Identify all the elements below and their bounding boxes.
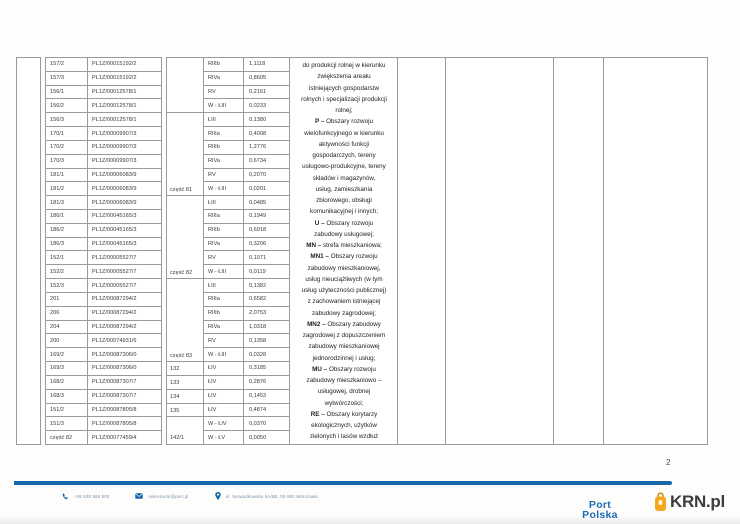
soil-class-cell: RIIIb <box>204 58 244 72</box>
area-cell: 0,1382 <box>244 279 290 293</box>
register-cell: PL1Z/00015192/2 <box>88 72 161 86</box>
description-line: MN2 – Obszary zabudowy <box>307 320 381 328</box>
czesc-cell: 135 <box>167 404 204 418</box>
description-line: U – Obszary rozwoju <box>314 219 374 227</box>
area-cell: 0,2161 <box>244 86 290 100</box>
footer-divider-line <box>14 481 672 485</box>
soil-class-cell: W - ŁIII <box>204 265 244 279</box>
description-line: usług, zamieszkania <box>315 185 373 193</box>
area-cell: 1,0318 <box>244 321 290 335</box>
area-cell: 0,0201 <box>244 182 290 196</box>
area-cell: 0,3206 <box>244 238 290 252</box>
description-line: istniejących gospodarstw <box>308 84 379 92</box>
parcel-cell: 151/3 <box>46 417 88 431</box>
czesc-cell: 134 <box>167 390 204 404</box>
parcel-cell: 170/2 <box>46 141 88 155</box>
register-cell: PL1Z/00087306/0 <box>88 348 161 362</box>
soil-class-cell: ŁIII <box>204 279 244 293</box>
krn-watermark <box>653 492 725 512</box>
description-line: usługowo-produkcyjne, tereny <box>302 163 386 171</box>
czesc-cell: 133 <box>167 376 204 390</box>
parcel-cell: 181/2 <box>46 182 88 196</box>
czesc-cell <box>167 58 204 113</box>
soil-class-cell: W - ŁV <box>204 431 244 445</box>
soil-class-cell: ŁIV <box>204 404 244 418</box>
area-cell: 0,0233 <box>244 99 290 113</box>
parcel-cell: 186/2 <box>46 224 88 238</box>
soil-class-cell: RIIIb <box>204 224 244 238</box>
description-line: MN – strefa mieszkaniowa; <box>306 242 382 249</box>
parcel-cell: 152/1 <box>46 251 88 265</box>
parcel-cell: 200 <box>46 334 88 348</box>
soil-class-cell: RIVa <box>204 238 244 252</box>
register-cell: PL1Z/00087805/8 <box>88 417 161 431</box>
soil-class-cell: RIVa <box>204 321 244 335</box>
register-cell: PL1Z/00005527/7 <box>88 251 161 265</box>
description-line: rolnych i specjalizacji produkcji <box>301 95 387 103</box>
parcel-cell: 169/3 <box>46 362 88 376</box>
register-cell: PL1Z/00087294/2 <box>88 293 161 307</box>
description-line: jednorodzinnej i usług; <box>312 354 376 362</box>
description-line: zagrodowej z dopuszczeniem <box>302 332 386 339</box>
soil-class-cell: RV <box>204 169 244 183</box>
description-line: usługowej, drobnej <box>317 388 371 396</box>
soil-class-cell: RIVa <box>204 72 244 86</box>
area-cell: 0,1380 <box>244 113 290 127</box>
area-cell: 0,0328 <box>244 348 290 362</box>
parcel-cell: 186/1 <box>46 210 88 224</box>
description-line: do produkcji rolnej w kierunku <box>302 62 386 69</box>
register-cell: PL1Z/00087307/7 <box>88 376 161 390</box>
soil-class-cell: RV <box>204 251 244 265</box>
soil-class-cell: ŁIV <box>204 390 244 404</box>
description-line: MU – Obszary rozwoju <box>312 365 376 373</box>
soil-class-cell: RIIIa <box>204 293 244 307</box>
soil-class-cell: RIIIb <box>204 307 244 321</box>
register-cell: PL1Z/00005527/7 <box>88 279 161 293</box>
area-cell: 0,0050 <box>244 431 290 445</box>
register-cell: PL1Z/00045165/3 <box>88 210 161 224</box>
port-polska-logo <box>570 501 630 520</box>
register-cell: PL1Z/00006083/9 <box>88 196 161 210</box>
description-line: aktywności funkcji <box>318 140 370 148</box>
description-line: usług użyteczności publicznej) <box>301 287 387 294</box>
soil-class-cell: RV <box>204 334 244 348</box>
soil-class-cell: RIIIa <box>204 127 244 141</box>
register-cell: PL1Z/00087294/2 <box>88 321 161 335</box>
description-line: komunikacyjnej i innych; <box>310 208 378 216</box>
parcel-cell: 181/1 <box>46 169 88 183</box>
location-icon <box>215 492 221 500</box>
register-cell: PL1Z/00012578/1 <box>88 99 161 113</box>
register-cell: PL1Z/00045165/3 <box>88 238 161 252</box>
description-line: zabudowy usługowej; <box>314 230 374 238</box>
parcel-cell: 181/3 <box>46 196 88 210</box>
register-cell: PL1Z/00045165/3 <box>88 224 161 238</box>
area-cell: 0,0485 <box>244 196 290 210</box>
register-cell: PL1Z/00009907/3 <box>88 155 161 169</box>
area-cell: 0,6734 <box>244 155 290 169</box>
area-cell: 0,6582 <box>244 293 290 307</box>
area-cell: 0,1949 <box>244 210 290 224</box>
register-cell: PL1Z/00006083/9 <box>88 182 161 196</box>
parcel-cell: 186/3 <box>46 238 88 252</box>
register-cell: PL1Z/00009907/3 <box>88 141 161 155</box>
description-line: gospodarczych, tereny <box>312 152 376 159</box>
parcel-cell: 168/2 <box>46 376 88 390</box>
description-line: zwiększenia areału <box>317 73 371 81</box>
area-cell: 0,6918 <box>244 224 290 238</box>
envelope-icon <box>135 493 143 499</box>
contact-email <box>135 493 188 499</box>
parcel-cell: 157/3 <box>46 72 88 86</box>
area-cell: 1,1118 <box>244 58 290 72</box>
port-polska-logo-line2: Polska <box>582 508 618 521</box>
soil-class-cell: RIIIb <box>204 141 244 155</box>
krn-watermark-text: KRN.pl <box>670 492 725 511</box>
czesc-soil-area-table <box>166 57 291 445</box>
description-line: rolnej; <box>335 107 353 114</box>
description-line: ekologicznych, użytków <box>311 422 377 429</box>
register-cell: PL1Z/00087307/7 <box>88 390 161 404</box>
area-cell: 0,0370 <box>244 417 290 431</box>
table-empty-column-left <box>16 57 41 445</box>
area-cell: 0,1358 <box>244 334 290 348</box>
description-line: wielofunkcyjnego w kierunku <box>304 129 384 137</box>
contact-address-text: ul. Serwadkowska 5A/5B, 00-950 Warszawa <box>225 493 318 499</box>
parcel-cell: 206 <box>46 307 88 321</box>
area-cell: 0,4008 <box>244 127 290 141</box>
parcel-cell: 170/1 <box>46 127 88 141</box>
parcel-cell: 152/2 <box>46 265 88 279</box>
parcel-cell: 151/2 <box>46 404 88 418</box>
description-line: zabudowy mieszkaniowo – <box>306 377 382 384</box>
contact-address <box>215 492 318 500</box>
soil-class-cell: ŁIII <box>204 113 244 127</box>
area-cell: 0,2070 <box>244 169 290 183</box>
register-cell: PL1Z/00012578/1 <box>88 86 161 100</box>
description-line: usług nieuciążliwych (w tym <box>305 275 383 283</box>
parcel-cell: 169/2 <box>46 348 88 362</box>
krn-logo-icon <box>653 492 668 512</box>
area-cell: 0,1071 <box>244 251 290 265</box>
description-line: zabudowy mieszkaniowej <box>308 343 380 351</box>
zoning-description-column <box>289 57 399 445</box>
description-line: zabudowy mieszkaniowej, <box>307 264 381 272</box>
register-cell: PL1Z/00015192/2 <box>88 58 161 72</box>
description-line: wytwórczości; <box>324 399 364 407</box>
area-cell: 0,2876 <box>244 376 290 390</box>
description-line: RE – Obszary korytarzy <box>310 410 378 418</box>
parcel-cell: 204 <box>46 321 88 335</box>
parcel-cell: 170/3 <box>46 155 88 169</box>
register-cell: PL1Z/00005527/7 <box>88 265 161 279</box>
soil-class-cell: W - ŁIII <box>204 348 244 362</box>
description-line: zbiorowego, obsługi <box>316 197 372 204</box>
parcel-cell: 156/2 <box>46 99 88 113</box>
soil-class-cell: ŁIII <box>204 196 244 210</box>
area-cell: 1,2776 <box>244 141 290 155</box>
description-line: MN1 – Obszary rozwoju <box>310 253 378 261</box>
contact-email-text: sekretariat@port.pl <box>148 493 189 499</box>
soil-class-cell: ŁIV <box>204 362 244 376</box>
empty-column-3 <box>553 57 604 445</box>
page-number: 2 <box>666 458 671 467</box>
phone-icon <box>62 493 69 500</box>
description-line: zabudowy zagrodowej; <box>311 309 377 317</box>
footer-contacts <box>62 492 318 500</box>
parcel-cell: 168/3 <box>46 390 88 404</box>
register-cell: PL1Z/00087306/0 <box>88 362 161 376</box>
area-cell: 0,8605 <box>244 72 290 86</box>
port-polska-logo-line1: Port <box>588 499 612 511</box>
parcel-cell: 152/3 <box>46 279 88 293</box>
area-cell: 0,0119 <box>244 265 290 279</box>
register-cell: PL1Z/00087805/8 <box>88 404 161 418</box>
area-cell: 2,0753 <box>244 307 290 321</box>
soil-class-cell: RV <box>204 86 244 100</box>
empty-column-2 <box>445 57 554 445</box>
soil-class-cell: ŁIV <box>204 376 244 390</box>
czesc-cell: część 82 <box>167 196 204 279</box>
empty-column-1 <box>397 57 446 445</box>
register-cell: PL1Z/00006083/9 <box>88 169 161 183</box>
description-line: P – Obszary rozwoju <box>315 118 373 126</box>
soil-class-cell: W - ŁIII <box>204 182 244 196</box>
parcel-register-table <box>45 57 162 445</box>
czesc-cell: 142/1 <box>167 417 204 445</box>
czesc-cell: 132 <box>167 362 204 376</box>
description-line: składów i magazynów, <box>312 174 376 182</box>
soil-class-cell: W - ŁIV <box>204 417 244 431</box>
soil-class-cell: W - ŁIII <box>204 99 244 113</box>
register-cell: PL1Z/00074931/6 <box>88 334 161 348</box>
register-cell: PL1Z/00077459/4 <box>88 431 161 445</box>
parcel-cell: 156/3 <box>46 113 88 127</box>
description-line: z zachowaniem istniejącej <box>307 298 381 306</box>
contact-phone-text: +48 538 588 500 <box>74 493 110 499</box>
area-cell: 0,3185 <box>244 362 290 376</box>
parcel-cell: 156/1 <box>46 86 88 100</box>
register-cell: PL1Z/00087294/2 <box>88 307 161 321</box>
czesc-cell: część 83 <box>167 279 204 362</box>
parcel-cell: 201 <box>46 293 88 307</box>
contact-phone <box>62 493 109 500</box>
register-cell: PL1Z/00012578/1 <box>88 113 161 127</box>
parcel-cell: część 82 <box>46 431 88 445</box>
soil-class-cell: RIVa <box>204 155 244 169</box>
parcel-cell: 157/2 <box>46 58 88 72</box>
czesc-cell: część 81 <box>167 113 204 196</box>
area-cell: 0,4874 <box>244 404 290 418</box>
soil-class-cell: RIIIa <box>204 210 244 224</box>
description-line: zielonych i lasów wzdłuż <box>309 433 379 441</box>
area-cell: 0,1453 <box>244 390 290 404</box>
register-cell: PL1Z/00009907/3 <box>88 127 161 141</box>
empty-column-4 <box>603 57 708 445</box>
